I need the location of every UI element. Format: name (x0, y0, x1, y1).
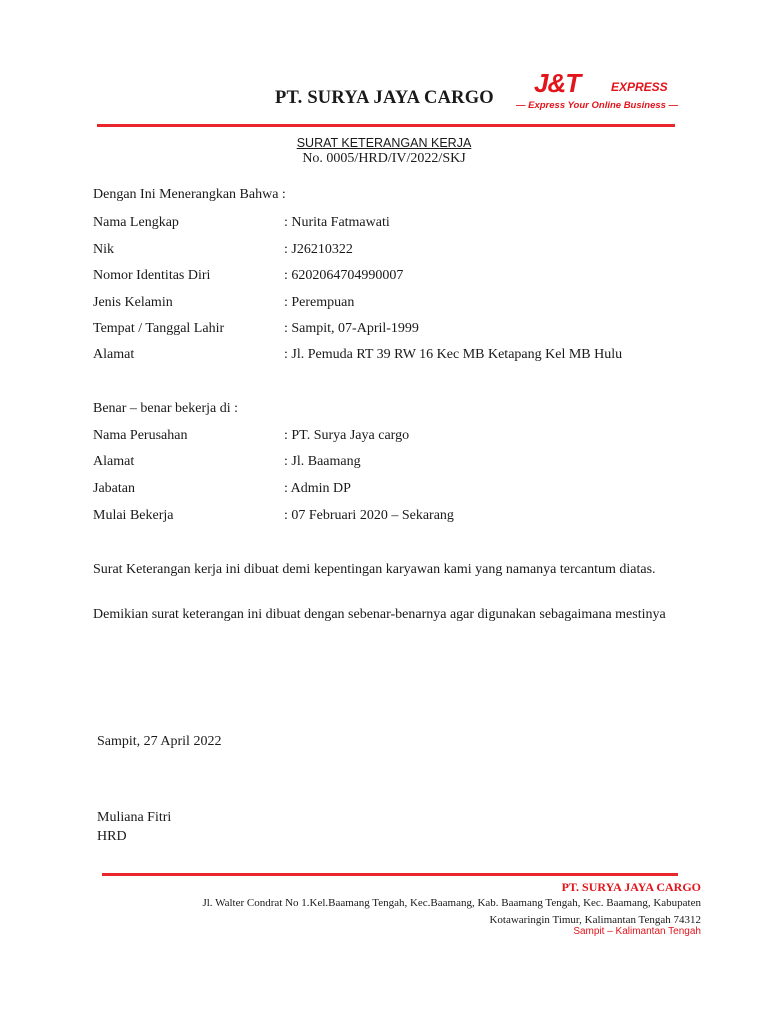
company-name-heading: PT. SURYA JAYA CARGO (275, 88, 494, 108)
field-label-company: Nama Perusahan (93, 428, 188, 443)
header-divider (97, 124, 675, 127)
field-value-nik: : J26210322 (284, 242, 353, 257)
field-value-start-date: : 07 Februari 2020 – Sekarang (284, 508, 454, 523)
logo-express-text: EXPRESS (611, 80, 668, 94)
field-label-start-date: Mulai Bekerja (93, 508, 174, 523)
field-value-gender: : Perempuan (284, 295, 355, 310)
field-value-address: : Jl. Pemuda RT 39 RW 16 Kec MB Ketapang Kel MB Hulu (284, 347, 623, 362)
field-label-position: Jabatan (93, 481, 135, 496)
field-label-address: Alamat (93, 347, 135, 362)
field-value-id-number: : 6202064704990007 (284, 268, 404, 283)
field-label-nik: Nik (93, 242, 114, 257)
field-value-full-name: : Nurita Fatmawati (284, 215, 390, 230)
field-value-company: : PT. Surya Jaya cargo (284, 428, 410, 443)
document-title: SURAT KETERANGAN KERJA (296, 136, 472, 150)
field-label-full-name: Nama Lengkap (93, 215, 179, 230)
field-label-gender: Jenis Kelamin (93, 295, 173, 310)
signature-place-date: Sampit, 27 April 2022 (97, 734, 222, 749)
closing-paragraph: Demikian surat keterangan ini dibuat dengan sebenar-benarnya agar digunakan sebagaimana mestinya (93, 607, 666, 622)
field-value-birth: : Sampit, 07-April-1999 (284, 321, 419, 336)
footer-address: Jl. Walter Condrat No 1.Kel.Baamang Tengah, Kec.Baamang, Kab. Baamang Tengah, Kec. Baamang, Kabupaten Kotawaringin Timur, Kalimantan Tengah 74312 (202, 897, 701, 926)
field-label-company-address: Alamat (93, 454, 135, 469)
footer-divider (102, 873, 678, 876)
intro-text: Dengan Ini Menerangkan Bahwa : (93, 187, 286, 202)
field-label-birth: Tempat / Tanggal Lahir (93, 321, 225, 336)
footer-company-name: PT. SURYA JAYA CARGO (561, 880, 701, 894)
signatory-position: HRD (97, 829, 127, 844)
field-label-id-number: Nomor Identitas Diri (93, 268, 211, 283)
work-intro-text: Benar – benar bekerja di : (93, 401, 238, 416)
field-value-company-address: : Jl. Baamang (284, 454, 361, 469)
statement-paragraph: Surat Keterangan kerja ini dibuat demi kepentingan karyawan kami yang namanya tercantum diatas. (93, 562, 656, 577)
logo-wordmark: J&T (534, 68, 581, 98)
signatory-name: Muliana Fitri (97, 810, 172, 825)
logo-tagline: — Express Your Online Business — (516, 100, 679, 111)
jnt-express-logo (514, 68, 684, 116)
footer-city: Sampit – Kalimantan Tengah (573, 926, 701, 937)
document-number: No. 0005/HRD/IV/2022/SKJ (302, 151, 466, 166)
field-value-position: : Admin DP (284, 481, 351, 496)
